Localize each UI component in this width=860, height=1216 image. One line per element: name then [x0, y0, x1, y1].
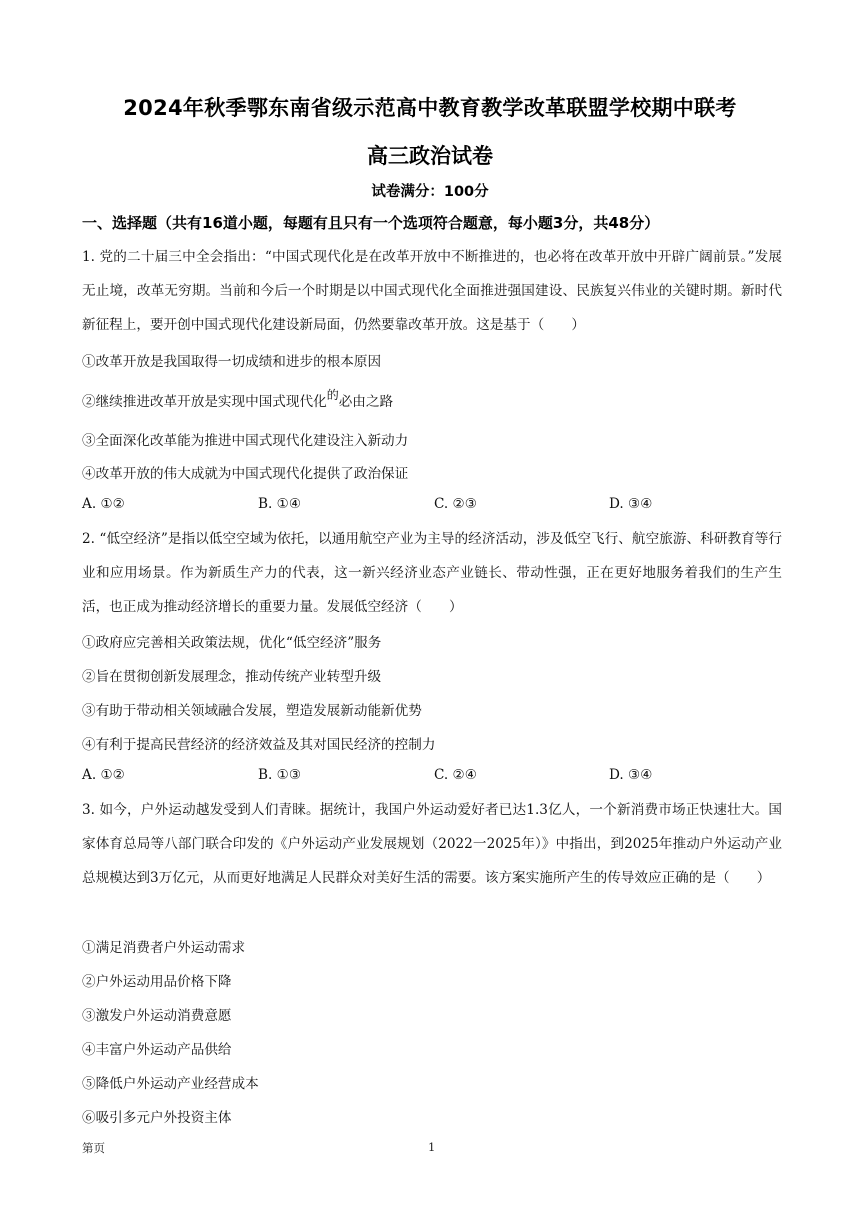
question-3-item-6: ⑥吸引多元户外投资主体: [82, 1110, 232, 1126]
question-3-item-5: ⑤降低户外运动产业经营成本: [82, 1076, 259, 1092]
question-1-option-c: C. ②③: [434, 496, 477, 512]
question-1-item-4: ④改革开放的伟大成就为中国式现代化提供了政治保证: [82, 466, 409, 482]
question-2-option-c: C. ②④: [434, 767, 477, 783]
section-heading: 一、选择题（共有16道小题，每题有且只有一个选项符合题意，每小题3分，共48分）: [82, 214, 660, 232]
question-1-item-2-tail: 必由之路: [338, 394, 394, 410]
question-1-option-b: B. ①④: [258, 496, 302, 512]
question-3-item-3: ③激发户外运动消费意愿: [82, 1008, 232, 1024]
question-1-option-a: A. ①②: [82, 496, 125, 512]
question-1-item-2: [82, 390, 393, 410]
question-1-item-2-sup: 的: [326, 388, 339, 402]
question-3-stem: 3. 如今，户外运动越发受到人们青睐。据统计，我国户外运动爱好者已达1.3亿人，一个新消费市场正快速壮大。国家体育总局等八部门联合印发的《户外运动产业发展规划（2022一2025年）》中指出，到2025年推动户外运动产业总规模达到3万亿元，从而更好地满足人民群众对美好生活的需要。该方案实施所产生的传导效应正确的是（ ）: [82, 802, 782, 886]
question-2-option-a: A. ①②: [82, 767, 125, 783]
question-3-item-1: ①满足消费者户外运动需求: [82, 940, 246, 956]
exam-subtitle: 高三政治试卷: [367, 144, 493, 168]
question-2-item-4: ④有利于提高民营经济的经济效益及其对国民经济的控制力: [82, 737, 436, 753]
question-2-item-3: ③有助于带动相关领域融合发展，塑造发展新动能新优势: [82, 703, 422, 719]
exam-score: 试卷满分：100分: [371, 184, 489, 200]
footer-page-label: 第页: [82, 1141, 105, 1155]
question-2-item-2: ②旨在贯彻创新发展理念，推动传统产业转型升级: [82, 669, 382, 685]
question-3-item-4: ④丰富户外运动产品供给: [82, 1042, 232, 1058]
question-1-stem: 1. 党的二十届三中全会指出：“中国式现代化是在改革开放中不断推进的，也必将在改革开放中开辟广阔前景。”发展无止境，改革无穷期。当前和今后一个时期是以中国式现代化全面推进强国建设、民族复兴伟业的关键时期。新时代新征程上，要开创中国式现代化建设新局面，仍然要靠改革开放。这是基于（ ）: [82, 249, 782, 333]
question-3-item-2: ②户外运动用品价格下降: [82, 974, 232, 990]
exam-title: 2024年秋季鄂东南省级示范高中教育教学改革联盟学校期中联考: [123, 96, 737, 120]
question-2-item-1: ①政府应完善相关政策法规，优化“低空经济”服务: [82, 635, 382, 651]
question-2-option-b: B. ①③: [258, 767, 302, 783]
question-2-stem: 2. “低空经济”是指以低空空域为依托，以通用航空产业为主导的经济活动，涉及低空飞行、航空旅游、科研教育等行业和应用场景。作为新质生产力的代表，这一新兴经济业态产业链长、带动性强，正在更好地服务着我们的生产生活，也正成为推动经济增长的重要力量。发展低空经济（ ）: [82, 531, 782, 615]
question-1-item-1: ①改革开放是我国取得一切成绩和进步的根本原因: [82, 354, 382, 370]
footer-page-number: 1: [428, 1140, 436, 1154]
question-1-option-d: D. ③④: [609, 496, 653, 512]
question-1-item-3: ③全面深化改革能为推进中国式现代化建设注入新动力: [82, 433, 409, 449]
question-1-item-2-text: ②继续推进改革开放是实现中国式现代化: [82, 394, 327, 410]
question-2-option-d: D. ③④: [609, 767, 653, 783]
